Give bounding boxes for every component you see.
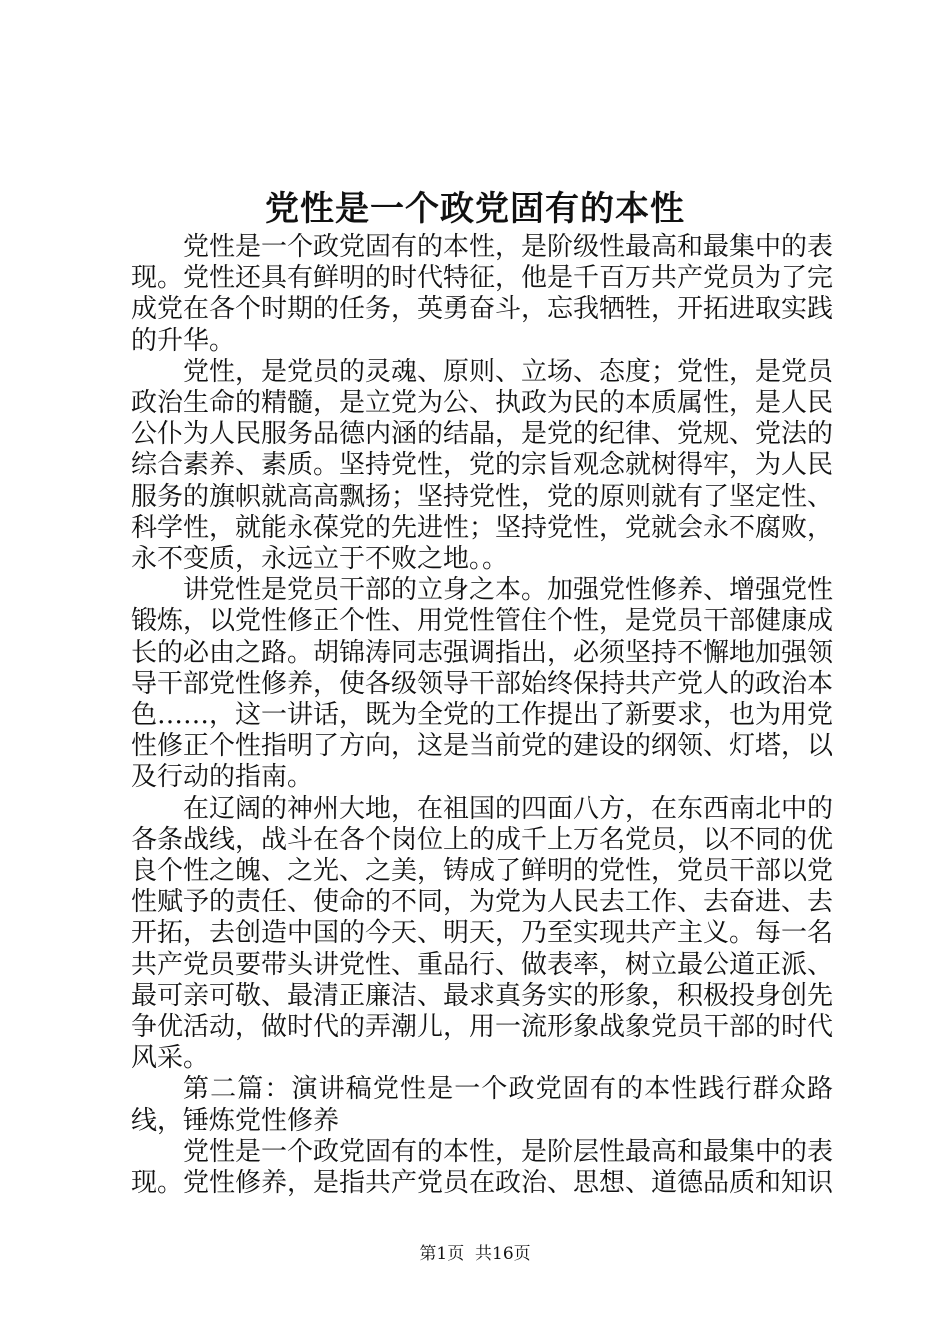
total-label-prefix: 共 (475, 1244, 492, 1264)
paragraph-5-section-heading: 第二篇：演讲稿党性是一个政党固有的本性践行群众路线，锤炼党性修养 (131, 1074, 833, 1136)
page-label-suffix: 页 (447, 1244, 465, 1264)
total-pages-number: 16 (492, 1244, 514, 1264)
page-footer (0, 1243, 950, 1265)
paragraph-3: 讲党性是党员干部的立身之本。加强党性修养、增强党性锻炼，以党性修正个性、用党性管住个性，是党员干部健康成长的必由之路。胡锦涛同志强调指出，必须坚持不懈地加强领导干部党性修养，使各级领导干部始终保持共产党人的政治本色……，这一讲话，既为全党的工作提出了新要求，也为用党性修正个性指明了方向，这是当前党的建设的纲领、灯塔，以及行动的指南。 (131, 575, 834, 793)
document-body (131, 232, 833, 1199)
paragraph-4: 在辽阔的神州大地，在祖国的四面八方，在东西南北中的各条战线，战斗在各个岗位上的成千上万名党员，以不同的优良个性之魄、之光、之美，铸成了鲜明的党性，党员干部以党性赋予的责任、使命的不同，为党为人民去工作、去奋进、去开拓，去创造中国的今天、明天，乃至实现共产主义。每一名共产党员要带头讲党性、重品行、做表率，树立最公道正派、最可亲可敬、最清正廉洁、最求真务实的形象，积极投身创先争优活动，做时代的弄潮儿，用一流形象战象党员干部的时代风采。 (131, 793, 834, 1074)
current-page-number: 1 (436, 1244, 448, 1264)
page-label-prefix: 第 (419, 1244, 437, 1264)
total-label-suffix: 页 (513, 1244, 531, 1264)
document-title: 党性是一个政党固有的本性 (265, 189, 685, 229)
paragraph-6: 党性是一个政党固有的本性，是阶层性最高和最集中的表现。党性修养，是指共产党员在政治、思想、道德品质和知识 (131, 1136, 834, 1199)
paragraph-1: 党性是一个政党固有的本性，是阶级性最高和最集中的表现。党性还具有鲜明的时代特征，他是千百万共产党员为了完成党在各个时期的任务，英勇奋斗，忘我牺牲，开拓进取实践的升华。 (131, 232, 834, 356)
paragraph-2: 党性，是党员的灵魂、原则、立场、态度；党性，是党员政治生命的精髓，是立党为公、执政为民的本质属性，是人民公仆为人民服务品德内涵的结晶，是党的纪律、党规、党法的综合素养、素质。坚持党性，党的宗旨观念就树得牢，为人民服务的旗帜就高高飘扬；坚持党性，党的原则就有了坚定性、科学性，就能永葆党的先进性；坚持党性，党就会永不腐败，永不变质，永远立于不败之地。。 (131, 356, 834, 575)
